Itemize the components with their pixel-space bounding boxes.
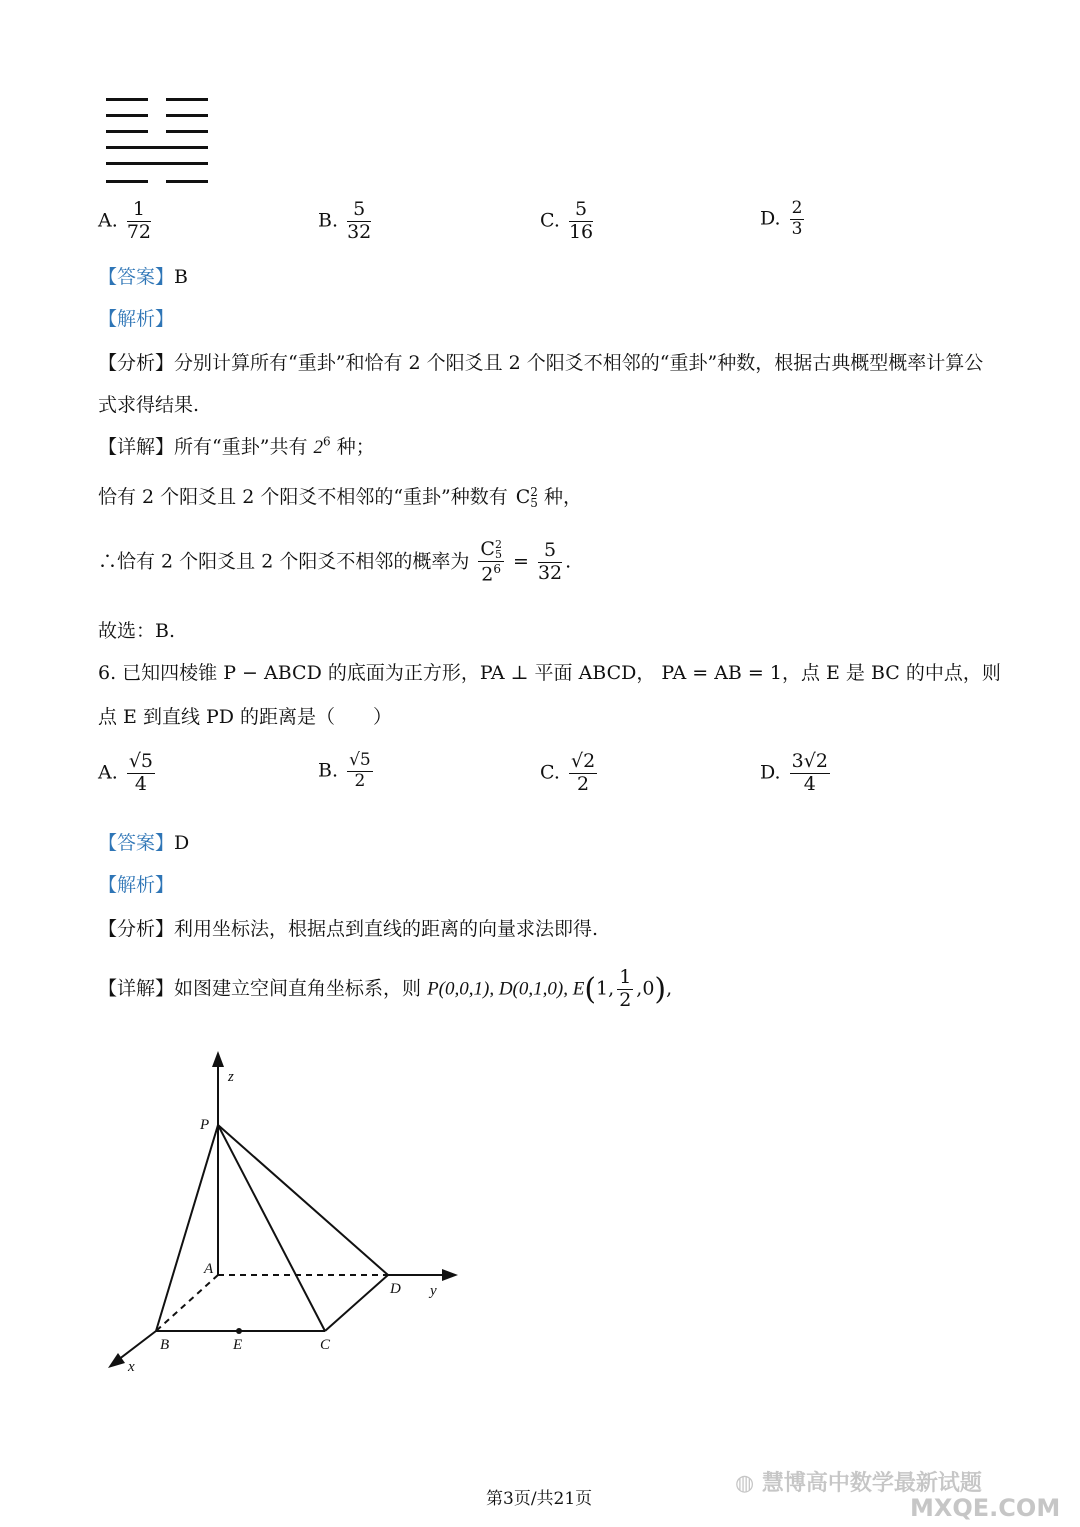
q5-detail-line3: ∴恰有 2 个阳爻且 2 个阳爻不相邻的概率为 C 2 5 $2^6$ = $\frac{5}{32}$ . — [98, 538, 572, 586]
z-arrow — [212, 1051, 224, 1067]
q5-option-c: C. $\frac{5}{16}$ — [540, 198, 594, 243]
q5-detail-line2: 恰有 2 个阳爻且 2 个阳爻不相邻的“重卦”种数有 C 2 5 种， — [98, 485, 582, 510]
edge-pd — [218, 1125, 388, 1275]
q5-choose: 故选：B. — [98, 620, 176, 642]
label-d: D — [390, 1281, 401, 1297]
label-b: B — [160, 1337, 170, 1353]
q6-stem-line2: 点 E 到直线 PD 的距离是（ ） — [98, 706, 393, 728]
edge-pb — [156, 1125, 218, 1331]
edge-cd — [325, 1275, 388, 1331]
pyramid-figure — [100, 1045, 480, 1385]
point-e — [236, 1328, 242, 1334]
q6-analysis: 【分析】利用坐标法，根据点到直线的距离的向量求法即得. — [98, 918, 599, 940]
q5-detail-line1: 【详解】所有“重卦”共有 $2^6$ 种； — [98, 434, 375, 458]
q5-answer: 【答案】B — [98, 266, 188, 288]
q5-jiexi-heading: 【解析】 — [98, 308, 175, 330]
label-x: x — [128, 1359, 135, 1375]
q5-option-a: A. $\frac{1}{72}$ — [98, 198, 151, 243]
q6-answer: 【答案】D — [98, 832, 190, 854]
watermark-logo: MXQE.COM — [910, 1494, 1061, 1522]
wechat-icon: ◍ — [735, 1471, 755, 1496]
label-c: C — [320, 1337, 331, 1353]
edge-pc — [218, 1125, 325, 1331]
label-e: E — [233, 1337, 243, 1353]
label-a: A — [204, 1261, 214, 1277]
label-y: y — [430, 1283, 437, 1299]
q6-detail: 【详解】如图建立空间直角坐标系，则 P(0,0,1), D(0,1,0), E(1, $\frac{1}{2}$ ,0), — [98, 966, 673, 1011]
q5-analysis-cont: 式求得结果. — [98, 394, 200, 416]
label-z: z — [228, 1069, 234, 1085]
q6-option-d: D. $\frac{3√2}{4}$ — [760, 750, 828, 795]
q5-analysis: 【分析】分别计算所有“重卦”和恰有 2 个阳爻且 2 个阳爻不相邻的“重卦”种数，根据古典概型概率计算公 — [98, 352, 984, 374]
q6-option-a: A. $\frac{√5}{4}$ — [98, 750, 154, 795]
q6-option-c: C. $\frac{√2}{2}$ — [540, 750, 596, 795]
q6-jiexi-heading: 【解析】 — [98, 874, 175, 896]
q6-stem-line1: 6. 已知四棱锥 P − ABCD 的底面为正方形，PA ⊥ 平面 ABCD， PA = AB = 1，点 E 是 BC 的中点，则 — [98, 662, 1001, 684]
q5-option-d: D. $\frac{2}{3}$ — [760, 198, 803, 239]
page-footer: 第3页/共21页 — [486, 1489, 593, 1509]
y-arrow — [442, 1269, 458, 1281]
q6-option-b: B. $\frac{√5}{2}$ — [318, 750, 371, 791]
watermark-text: ◍ 慧博高中数学最新试题 — [735, 1471, 982, 1496]
x-arrow — [108, 1353, 125, 1368]
q5-option-b: B. $\frac{5}{32}$ — [318, 198, 372, 243]
label-p: P — [200, 1117, 210, 1133]
